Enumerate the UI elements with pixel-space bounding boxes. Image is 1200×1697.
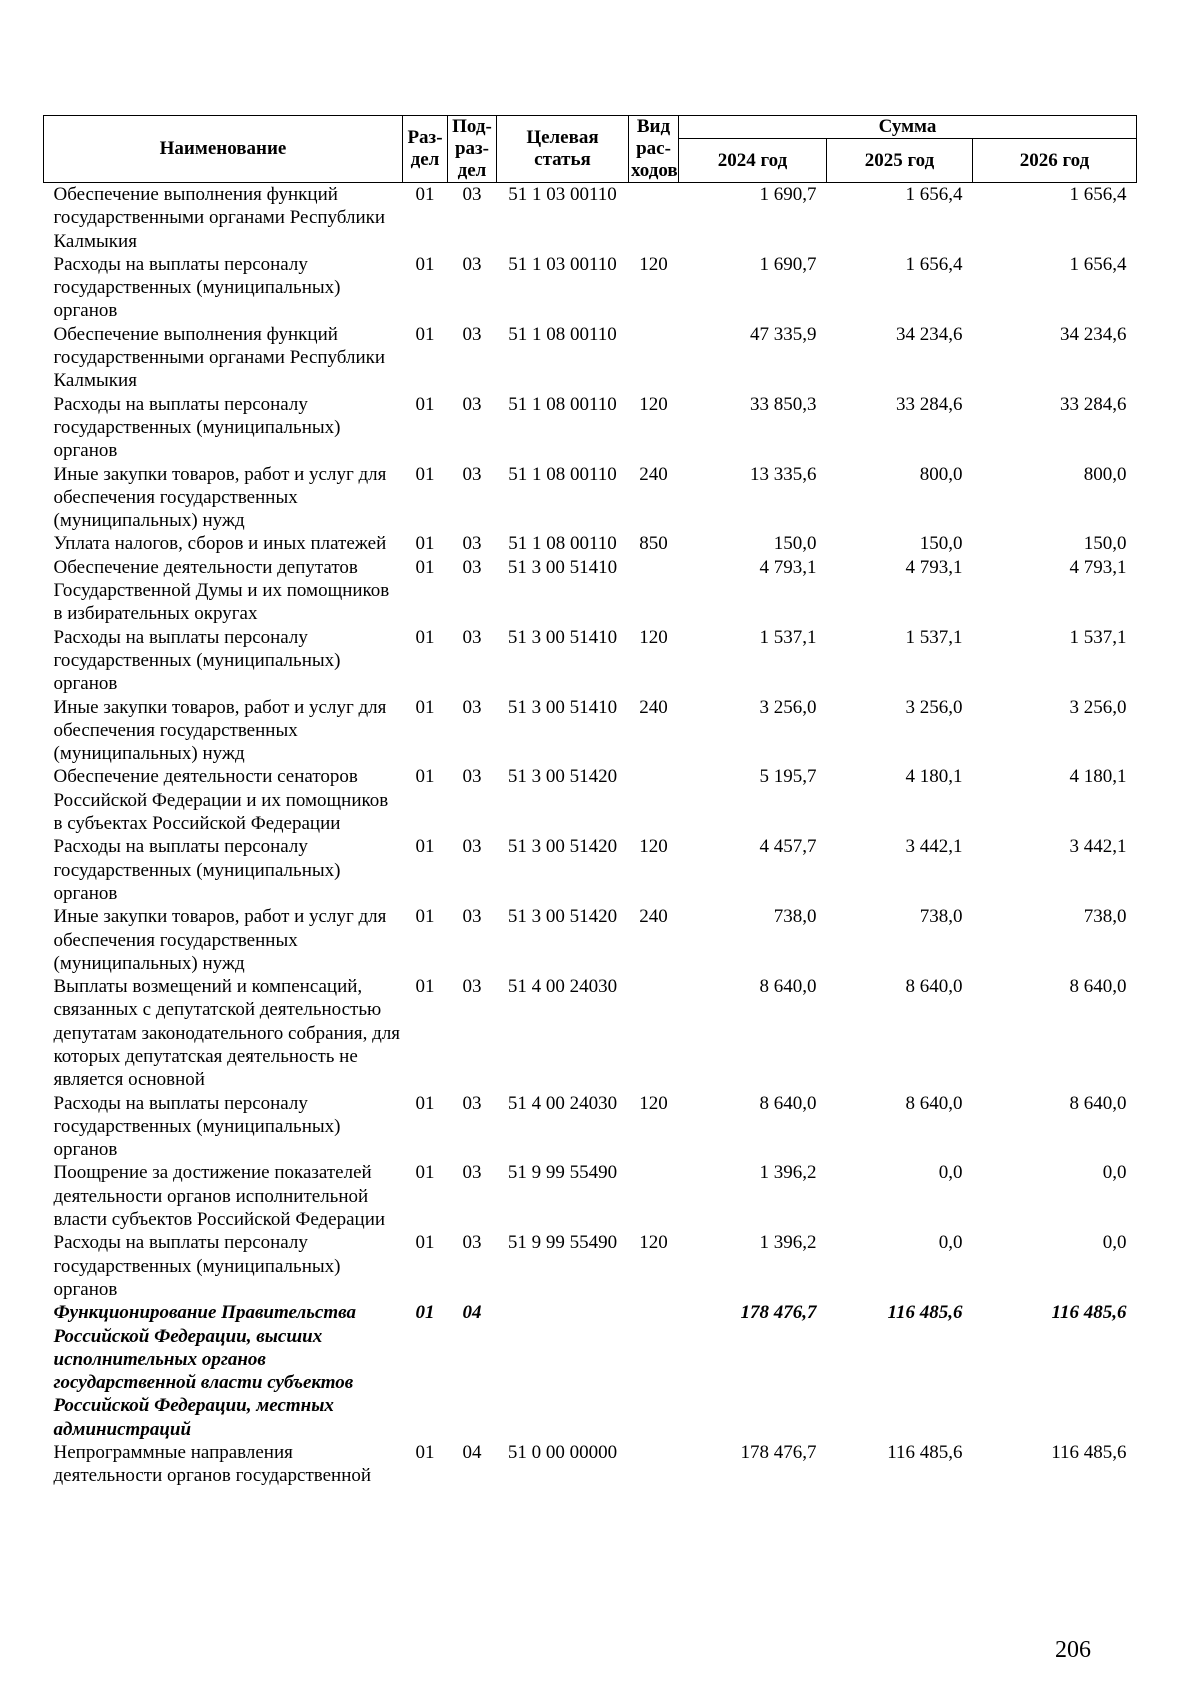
header-summa: Сумма (679, 116, 1137, 139)
row-vid: 120 (639, 1092, 668, 1114)
row-target: 51 4 00 24030 (507, 976, 618, 998)
table-row (44, 183, 1137, 253)
row-podrazdel: 03 (462, 253, 482, 275)
row-amount-2024: 150,0 (773, 533, 817, 555)
row-podrazdel: 03 (462, 766, 482, 788)
row-target: 51 1 03 00110 (508, 184, 617, 205)
row-razdel: 01 (415, 393, 435, 415)
row-target: 51 3 00 51420 (507, 906, 618, 928)
row-amount-2026: 116 485,6 (1051, 1302, 1127, 1324)
row-amount-2024: 1 396,2 (759, 1162, 817, 1184)
row-amount-2026: 150,0 (1083, 533, 1127, 555)
row-amount-2025: 0,0 (938, 1162, 963, 1184)
row-vid: 120 (639, 253, 668, 275)
row-name: Иные закупки товаров, работ и услуг для обеспечения государственных (муниципальных) нужд (53, 906, 387, 974)
row-target: 51 3 00 51410 (507, 556, 618, 578)
table-row (44, 1161, 1137, 1231)
row-amount-2024: 1 396,2 (759, 1232, 817, 1254)
row-amount-2024: 47 335,9 (750, 323, 817, 345)
row-razdel: 01 (415, 463, 435, 485)
row-amount-2025: 0,0 (938, 1232, 963, 1254)
row-amount-2026: 3 442,1 (1069, 836, 1127, 858)
row-amount-2025: 3 256,0 (905, 696, 963, 718)
table-row (44, 1231, 1137, 1301)
row-podrazdel: 03 (462, 626, 482, 648)
row-razdel: 01 (415, 1162, 435, 1184)
row-target: 51 3 00 51410 (507, 626, 618, 648)
table-row (44, 532, 1137, 555)
row-podrazdel: 04 (462, 1442, 482, 1464)
row-amount-2025: 116 485,6 (887, 1442, 963, 1464)
row-amount-2026: 116 485,6 (1051, 1442, 1127, 1464)
row-amount-2024: 33 850,3 (750, 393, 817, 415)
row-amount-2024: 13 335,6 (750, 463, 817, 485)
row-podrazdel: 03 (462, 556, 482, 578)
row-target: 51 1 08 00110 (508, 323, 617, 345)
table-row (44, 1441, 1137, 1488)
row-name: Непрограммные направления деятельности органов государственной (53, 1442, 372, 1487)
row-name: Поощрение за достижение показателей деятельности органов исполнительной власти субъектов Российской Федерации (53, 1162, 386, 1231)
row-vid (629, 765, 679, 835)
row-razdel: 01 (415, 184, 435, 205)
row-amount-2026: 0,0 (1102, 1232, 1127, 1254)
row-target: 51 3 00 51420 (507, 836, 618, 858)
row-razdel: 01 (415, 766, 435, 788)
row-vid (629, 1441, 679, 1488)
row-name: Расходы на выплаты персоналу государственных (муниципальных) органов (53, 1232, 341, 1300)
row-razdel: 01 (415, 836, 435, 858)
row-amount-2024: 4 793,1 (759, 556, 817, 578)
row-name: Обеспечение выполнения функций государственными органами Республики Калмыкия (53, 323, 386, 392)
row-amount-2025: 1 656,4 (905, 253, 963, 275)
row-podrazdel: 03 (462, 906, 482, 928)
row-amount-2025: 738,0 (919, 906, 963, 928)
row-name: Расходы на выплаты персоналу государственных (муниципальных) органов (53, 393, 341, 462)
row-vid (629, 323, 679, 393)
row-amount-2025: 3 442,1 (905, 836, 963, 858)
row-name: Выплаты возмещений и компенсаций, связанных с депутатской деятельностью депутатам законодательного собрания, для которых депутатская деятельность не является основной (53, 976, 401, 1091)
row-target: 51 0 00 00000 (507, 1442, 618, 1464)
header-year-2024: 2024 год (679, 139, 827, 183)
row-target: 51 3 00 51420 (507, 766, 618, 788)
row-name: Иные закупки товаров, работ и услуг для обеспечения государственных (муниципальных) нужд (53, 463, 387, 532)
row-name: Функционирование Правительства Российской Федерации, высших исполнительных органов государственной власти субъектов Российской Федерации, местных администраций (53, 1302, 356, 1440)
header-vid: Вид рас- ходов (629, 116, 679, 183)
row-target: 51 1 08 00110 (508, 533, 617, 555)
table-row (44, 323, 1137, 393)
row-name: Обеспечение деятельности депутатов Государственной Думы и их помощников в избирательных округах (53, 556, 390, 625)
table-row (44, 556, 1137, 626)
row-amount-2026: 34 234,6 (1060, 323, 1127, 345)
row-amount-2025: 4 793,1 (905, 556, 963, 578)
row-name: Расходы на выплаты персоналу государственных (муниципальных) органов (53, 626, 341, 695)
row-amount-2025: 34 234,6 (896, 323, 963, 345)
header-year-2026: 2026 год (973, 139, 1137, 183)
row-vid: 240 (639, 906, 668, 928)
row-amount-2024: 178 476,7 (740, 1302, 817, 1324)
table-row (44, 1301, 1137, 1441)
row-amount-2026: 33 284,6 (1060, 393, 1127, 415)
row-name: Обеспечение деятельности сенаторов Российской Федерации и их помощников в субъектах Российской Федерации (53, 766, 389, 835)
header-razdel: Раз- дел (403, 116, 448, 183)
table-row (44, 1092, 1137, 1162)
row-razdel: 01 (415, 976, 435, 998)
row-vid: 240 (639, 696, 668, 718)
row-amount-2024: 1 690,7 (759, 253, 817, 275)
table-row (44, 626, 1137, 696)
row-podrazdel: 03 (462, 836, 482, 858)
row-vid (629, 975, 679, 1091)
row-amount-2025: 150,0 (919, 533, 963, 555)
row-razdel: 01 (415, 253, 435, 275)
row-podrazdel: 03 (462, 393, 482, 415)
budget-table (43, 115, 1137, 1488)
row-amount-2025: 4 180,1 (905, 766, 963, 788)
row-podrazdel: 03 (462, 184, 482, 205)
row-razdel: 01 (415, 556, 435, 578)
row-name: Иные закупки товаров, работ и услуг для обеспечения государственных (муниципальных) нужд (53, 696, 387, 765)
row-amount-2026: 8 640,0 (1069, 1092, 1127, 1114)
row-vid: 120 (639, 836, 668, 858)
table-header (44, 116, 1137, 183)
row-podrazdel: 03 (462, 533, 482, 555)
row-vid: 850 (639, 533, 668, 555)
table-row (44, 463, 1137, 533)
row-amount-2026: 4 180,1 (1069, 766, 1127, 788)
row-podrazdel: 03 (462, 696, 482, 718)
row-razdel: 01 (415, 696, 435, 718)
table-row (44, 975, 1137, 1091)
row-podrazdel: 04 (462, 1302, 482, 1324)
row-amount-2026: 738,0 (1083, 906, 1127, 928)
row-amount-2025: 8 640,0 (905, 976, 963, 998)
row-razdel: 01 (415, 1302, 435, 1324)
row-amount-2024: 4 457,7 (759, 836, 817, 858)
row-amount-2024: 5 195,7 (759, 766, 817, 788)
row-amount-2025: 33 284,6 (896, 393, 963, 415)
row-vid: 120 (639, 393, 668, 415)
row-amount-2026: 800,0 (1083, 463, 1127, 485)
row-amount-2026: 8 640,0 (1069, 976, 1127, 998)
row-amount-2026: 1 537,1 (1069, 626, 1127, 648)
row-amount-2026: 4 793,1 (1069, 556, 1127, 578)
row-vid: 120 (639, 1232, 668, 1254)
row-amount-2025: 8 640,0 (905, 1092, 963, 1114)
header-name: Наименование (44, 116, 403, 183)
page-number: 206 (1055, 1637, 1091, 1663)
row-amount-2024: 3 256,0 (759, 696, 817, 718)
row-target (497, 1301, 629, 1441)
table-row (44, 253, 1137, 323)
row-target: 51 1 03 00110 (508, 253, 617, 275)
header-podrazdel: Под- раз- дел (448, 116, 497, 183)
table-row (44, 835, 1137, 905)
row-target: 51 4 00 24030 (507, 1092, 618, 1114)
row-amount-2025: 1 656,4 (905, 184, 963, 205)
row-amount-2025: 800,0 (919, 463, 963, 485)
table-body (44, 183, 1137, 1488)
row-amount-2024: 1 690,7 (759, 184, 817, 205)
row-podrazdel: 03 (462, 463, 482, 485)
row-razdel: 01 (415, 533, 435, 555)
row-vid (629, 183, 679, 253)
row-target: 51 9 99 55490 (507, 1232, 618, 1254)
header-target: Целевая статья (497, 116, 629, 183)
row-target: 51 9 99 55490 (507, 1162, 618, 1184)
row-razdel: 01 (415, 1092, 435, 1114)
row-vid (629, 556, 679, 626)
row-target: 51 1 08 00110 (508, 463, 617, 485)
row-target: 51 3 00 51410 (507, 696, 618, 718)
row-name: Расходы на выплаты персоналу государственных (муниципальных) органов (53, 1092, 341, 1161)
row-razdel: 01 (415, 626, 435, 648)
table-row (44, 393, 1137, 463)
row-razdel: 01 (415, 323, 435, 345)
row-amount-2024: 8 640,0 (759, 976, 817, 998)
row-name: Уплата налогов, сборов и иных платежей (53, 533, 387, 555)
row-vid: 120 (639, 626, 668, 648)
row-podrazdel: 03 (462, 1092, 482, 1114)
row-podrazdel: 03 (462, 323, 482, 345)
row-razdel: 01 (415, 1442, 435, 1464)
row-amount-2025: 1 537,1 (905, 626, 963, 648)
row-razdel: 01 (415, 1232, 435, 1254)
row-target: 51 1 08 00110 (508, 393, 617, 415)
row-amount-2024: 178 476,7 (740, 1442, 817, 1464)
table-row (44, 905, 1137, 975)
row-podrazdel: 03 (462, 976, 482, 998)
row-razdel: 01 (415, 906, 435, 928)
row-name: Обеспечение выполнения функций государственными органами Республики Калмыкия (53, 184, 386, 252)
row-amount-2026: 1 656,4 (1069, 184, 1127, 205)
row-name: Расходы на выплаты персоналу государственных (муниципальных) органов (53, 836, 341, 904)
row-vid: 240 (639, 463, 668, 485)
row-amount-2025: 116 485,6 (887, 1302, 963, 1324)
row-amount-2026: 0,0 (1102, 1162, 1127, 1184)
row-name: Расходы на выплаты персоналу государственных (муниципальных) органов (53, 253, 341, 322)
header-year-2025: 2025 год (827, 139, 973, 183)
row-amount-2024: 8 640,0 (759, 1092, 817, 1114)
row-amount-2026: 1 656,4 (1069, 253, 1127, 275)
row-amount-2024: 1 537,1 (759, 626, 817, 648)
table-row (44, 765, 1137, 835)
row-vid (629, 1301, 679, 1441)
row-vid (629, 1161, 679, 1231)
row-podrazdel: 03 (462, 1232, 482, 1254)
row-amount-2026: 3 256,0 (1069, 696, 1127, 718)
row-amount-2024: 738,0 (773, 906, 817, 928)
table-row (44, 696, 1137, 766)
row-podrazdel: 03 (462, 1162, 482, 1184)
